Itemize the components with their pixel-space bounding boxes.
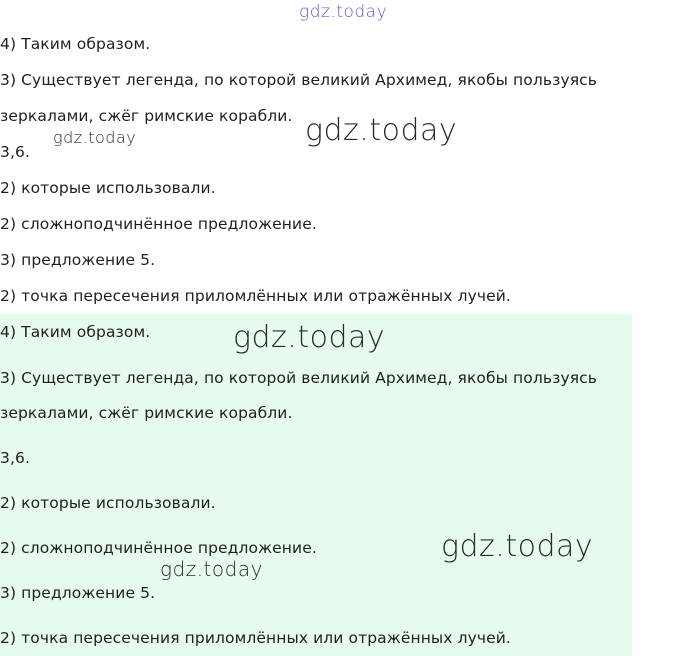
panel-line-3: зеркалами, сжёг римские корабли. [0, 404, 293, 422]
panel-line-2: 3) Существует легенда, по которой великий Архимед, якобы пользуясь [0, 369, 597, 387]
panel-line-7: 3) предложение 5. [0, 584, 156, 602]
watermark-small-2: gdz.today [160, 557, 263, 581]
watermark-large-1: gdz.today [305, 113, 458, 148]
watermark-large-2: gdz.today [233, 320, 386, 355]
watermark-small-1: gdz.today [53, 128, 137, 147]
answer-line-7: 3) предложение 5. [0, 251, 156, 269]
answer-line-6: 2) сложноподчинённое предложение. [0, 215, 317, 233]
answer-line-8: 2) точка пересечения приломлённых или отражённых лучей. [0, 287, 511, 305]
answer-line-2: 3) Существует легенда, по которой великий Архимед, якобы пользуясь [0, 71, 597, 89]
panel-line-4: 3,6. [0, 449, 30, 467]
answer-panel [0, 314, 632, 656]
answer-line-1: 4) Таким образом. [0, 35, 151, 53]
watermark-large-3: gdz.today [441, 529, 594, 564]
panel-line-6: 2) сложноподчинённое предложение. [0, 539, 317, 557]
panel-line-1: 4) Таким образом. [0, 323, 151, 341]
panel-line-8: 2) точка пересечения приломлённых или отражённых лучей. [0, 629, 511, 647]
panel-line-5: 2) которые использовали. [0, 494, 216, 512]
answer-line-3: зеркалами, сжёг римские корабли. [0, 107, 293, 125]
watermark-top: gdz.today [299, 2, 388, 22]
answer-line-4: 3,6. [0, 143, 30, 161]
answer-line-5: 2) которые использовали. [0, 179, 216, 197]
